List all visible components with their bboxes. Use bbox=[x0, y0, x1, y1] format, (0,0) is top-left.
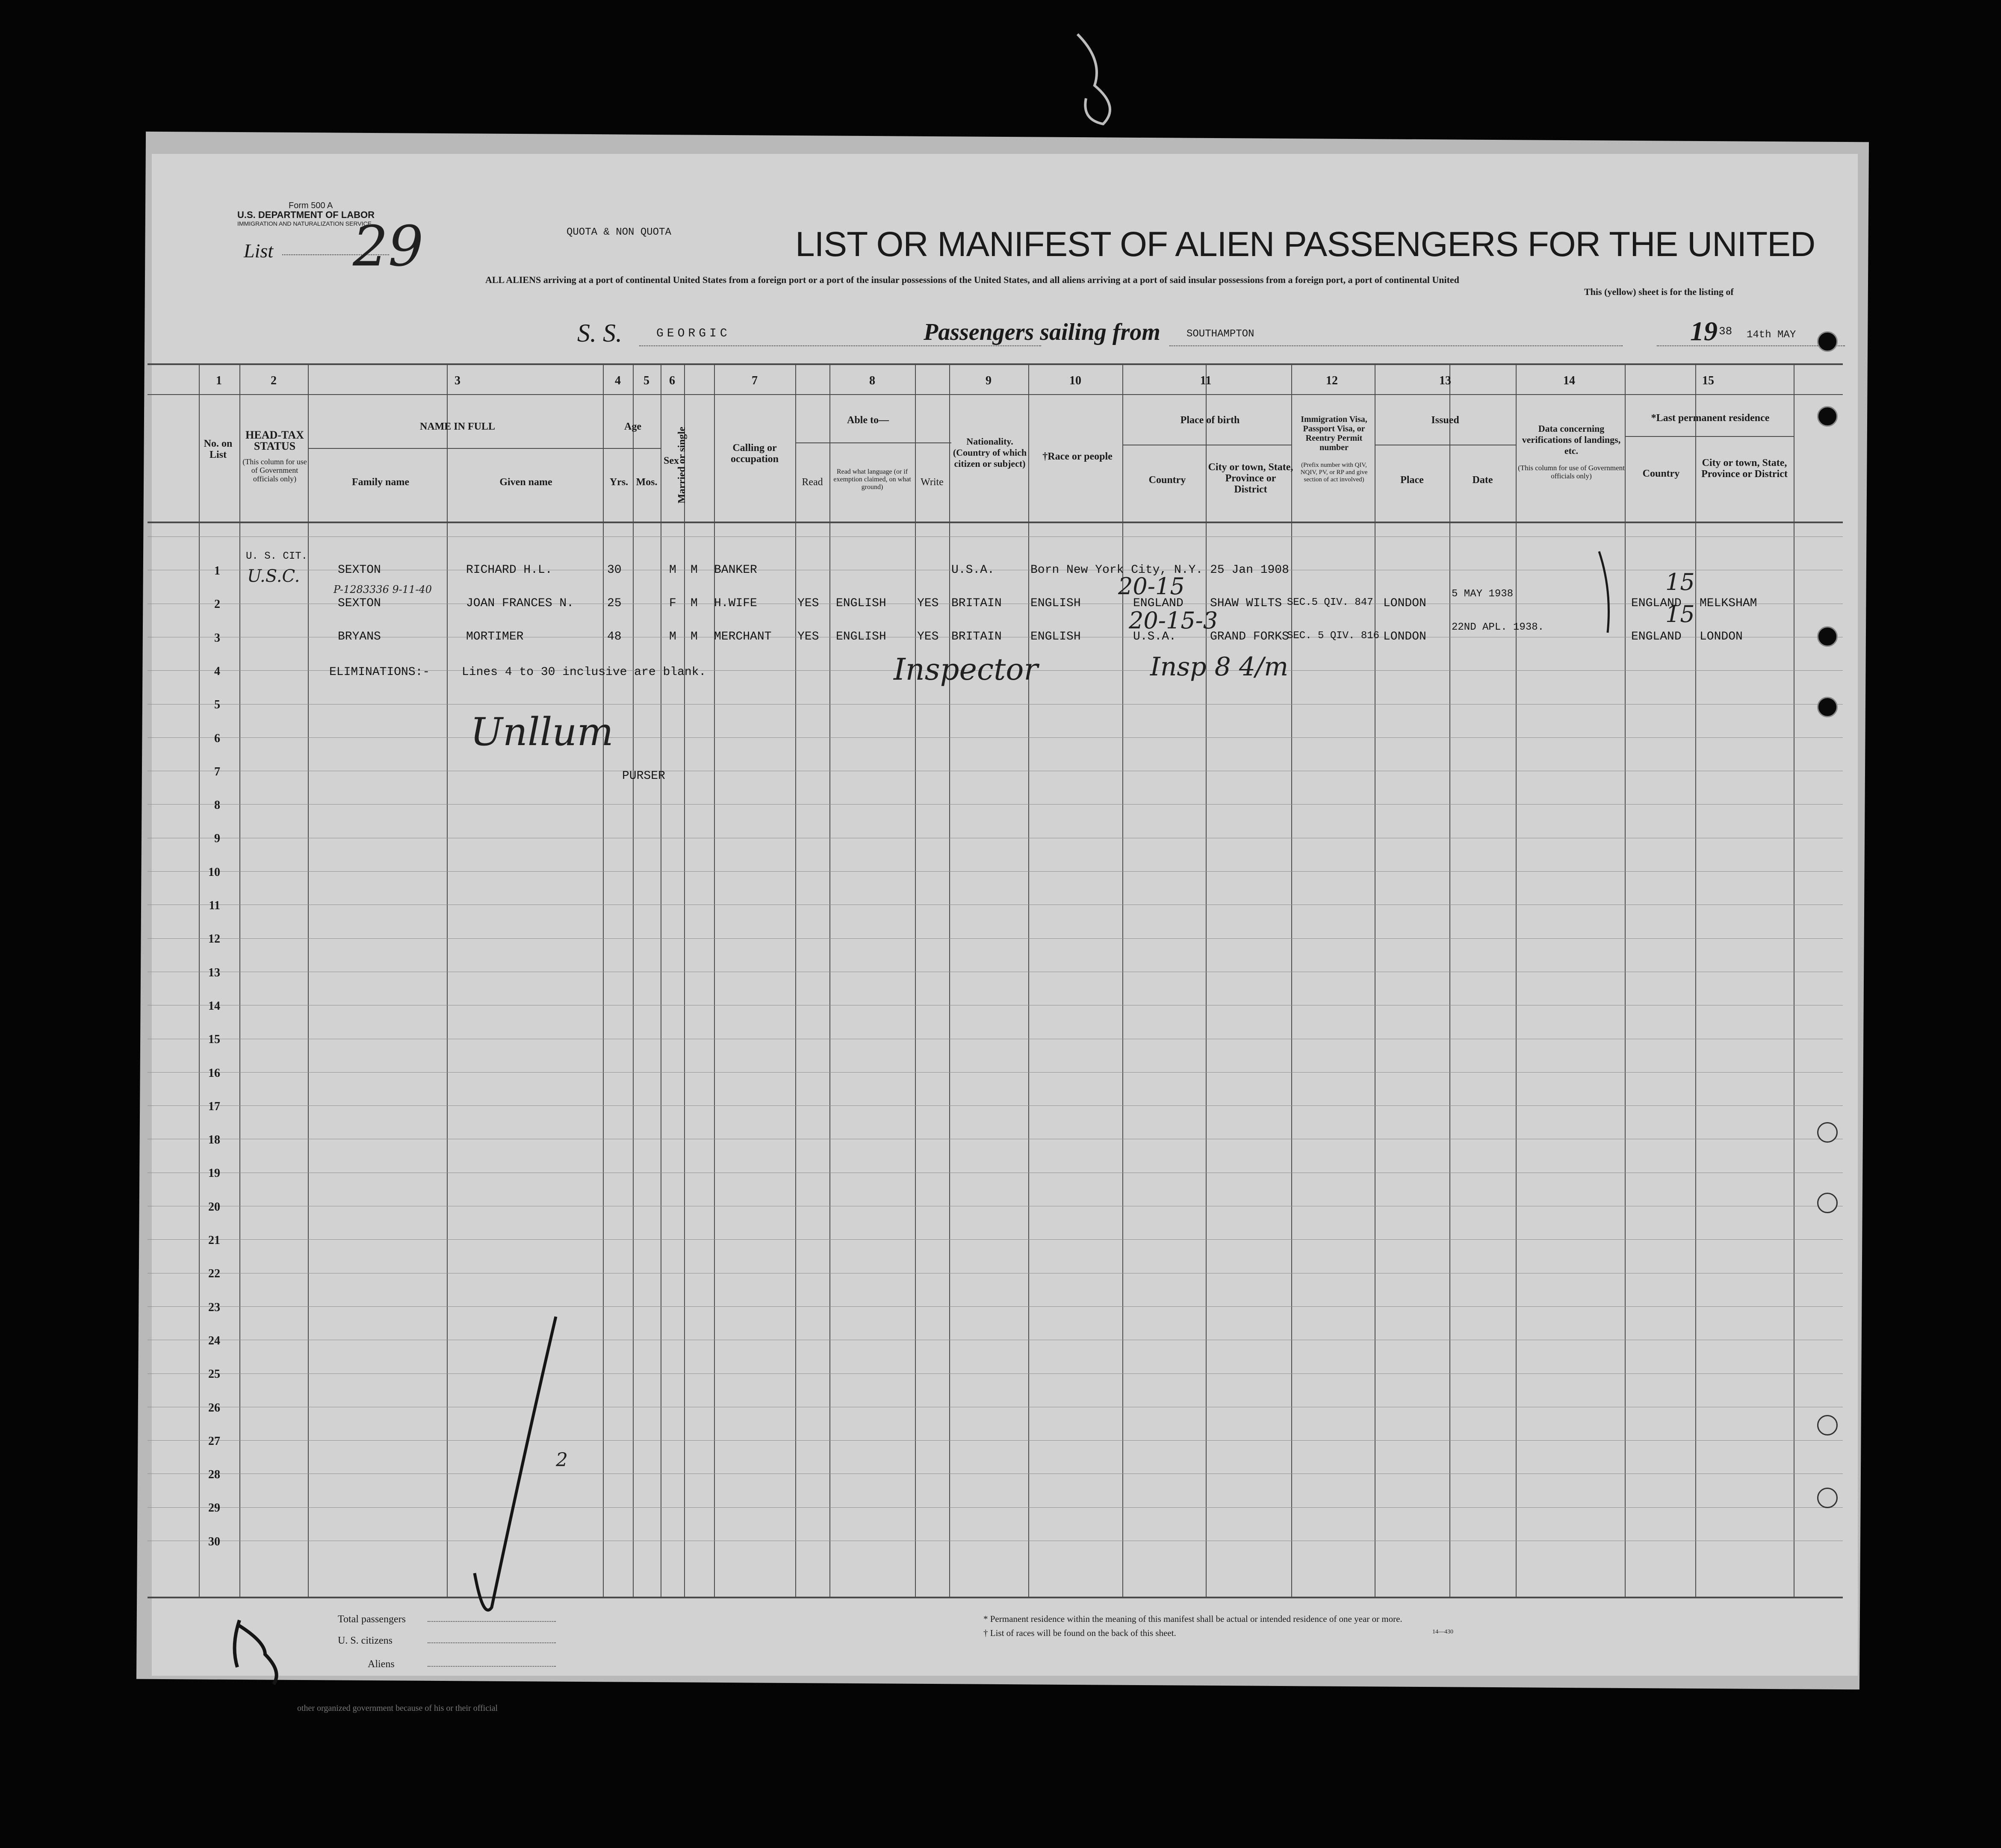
binder-hole bbox=[1817, 697, 1838, 717]
pen-stroke-margin bbox=[235, 1620, 277, 1684]
cell-res-city: MELKSHAM bbox=[1700, 597, 1757, 610]
list-label: List bbox=[244, 240, 274, 262]
row-number: 25 bbox=[208, 1368, 220, 1381]
col-landing-note: (This column for use of Government officials only) bbox=[1518, 464, 1625, 480]
inspector-signature: Inspector bbox=[894, 652, 1038, 687]
col-yrs: Yrs. bbox=[609, 477, 629, 488]
cell-race: ENGLISH bbox=[1030, 630, 1081, 643]
subtitle-line2: This (yellow) sheet is for the listing of bbox=[1584, 286, 1734, 297]
cell-res-country: ENGLAND bbox=[1631, 597, 1682, 610]
column-number: 6 bbox=[669, 374, 675, 387]
row-number: 27 bbox=[208, 1435, 220, 1448]
year-prefix: 19 bbox=[1690, 316, 1718, 346]
footer-note2: † List of races will be found on the back of this sheet. bbox=[983, 1628, 1176, 1638]
eliminations-label: ELIMINATIONS:- bbox=[329, 666, 430, 679]
cell-read: YES bbox=[797, 597, 819, 610]
cell-given: MORTIMER bbox=[466, 630, 524, 643]
hand-res-mark3: 15 bbox=[1665, 601, 1695, 628]
list-number: 29 bbox=[353, 214, 424, 279]
cell-nationality: BRITAIN bbox=[951, 630, 1002, 643]
row-number: 19 bbox=[208, 1167, 220, 1180]
col-no-on-list: No. on List bbox=[204, 438, 233, 460]
port: SOUTHAMPTON bbox=[1186, 328, 1254, 340]
row-number: 28 bbox=[208, 1468, 220, 1481]
row-number: 10 bbox=[208, 866, 220, 879]
col-age: Age bbox=[624, 421, 641, 432]
binder-hole bbox=[1817, 331, 1838, 352]
col-place: Place bbox=[1400, 475, 1424, 486]
col-read: Read bbox=[802, 477, 823, 488]
cell-race: ENGLISH bbox=[1030, 597, 1081, 610]
hand-row2-note: P-1283336 9-11-40 bbox=[334, 584, 432, 595]
purser-label: PURSER bbox=[622, 769, 665, 783]
column-number: 1 bbox=[216, 374, 222, 387]
cell-marital: M bbox=[691, 597, 698, 610]
column-number: 10 bbox=[1069, 374, 1081, 387]
cell-place: LONDON bbox=[1383, 597, 1426, 610]
footer-code: 14—430 bbox=[1432, 1629, 1453, 1635]
row-number: 18 bbox=[208, 1133, 220, 1147]
col-last-residence: *Last permanent residence bbox=[1651, 413, 1770, 424]
footer-citizens-line bbox=[428, 1634, 556, 1643]
col-able-to: Able to— bbox=[847, 415, 889, 426]
row-number: 7 bbox=[214, 765, 220, 778]
binder-hole bbox=[1817, 1122, 1838, 1143]
cell-nationality: U.S.A. bbox=[951, 563, 995, 577]
form-number: Form 500 A bbox=[289, 201, 333, 210]
cell-date: 5 MAY 1938 bbox=[1452, 588, 1514, 600]
footer-total-line bbox=[428, 1612, 556, 1622]
row-number: 11 bbox=[209, 899, 220, 912]
sailing-label: Passengers sailing from bbox=[924, 319, 1160, 345]
binder-hole bbox=[1817, 1415, 1838, 1435]
cell-tax: U. S. CIT. bbox=[246, 551, 308, 562]
footer-total: Total passengers bbox=[338, 1614, 406, 1625]
year-suffix: 38 bbox=[1719, 325, 1732, 338]
row-number: 9 bbox=[214, 832, 220, 845]
footer-citizens: U. S. citizens bbox=[338, 1635, 393, 1646]
column-number: 9 bbox=[986, 374, 992, 387]
cell-write: YES bbox=[917, 630, 939, 643]
inspector-note: Insp 8 4/m bbox=[1150, 652, 1289, 682]
cell-occupation: BANKER bbox=[714, 563, 757, 577]
cell-res-country: ENGLAND bbox=[1631, 630, 1682, 643]
row-number: 23 bbox=[208, 1301, 220, 1314]
cell-sex: M bbox=[669, 563, 676, 577]
row-number: 6 bbox=[214, 732, 220, 745]
cell-date: 22ND APL. 1938. bbox=[1452, 622, 1544, 633]
col-calling: Calling or occupation bbox=[730, 442, 779, 465]
cell-given: JOAN FRANCES N. bbox=[466, 597, 574, 610]
col-landing-data: Data concerning verifications of landings, etc. bbox=[1522, 423, 1621, 456]
cell-family: SEXTON bbox=[338, 563, 381, 577]
row-number: 21 bbox=[208, 1234, 220, 1247]
column-number: 15 bbox=[1702, 374, 1714, 387]
row-number: 22 bbox=[208, 1267, 220, 1280]
row-number: 26 bbox=[208, 1401, 220, 1415]
row-number: 2 bbox=[214, 598, 220, 611]
column-number: 8 bbox=[869, 374, 875, 387]
hand-row2-mark: 20-15 bbox=[1118, 573, 1185, 600]
binder-hole bbox=[1817, 626, 1838, 647]
row-number: 1 bbox=[214, 564, 220, 578]
col-sex: Sex bbox=[664, 455, 679, 466]
pen-stroke-landing bbox=[1599, 551, 1609, 633]
row-number: 15 bbox=[208, 1033, 220, 1046]
column-number: 13 bbox=[1439, 374, 1451, 387]
binder-hole bbox=[1817, 1488, 1838, 1508]
col-mos: Mos. bbox=[636, 477, 658, 488]
row-number: 16 bbox=[208, 1067, 220, 1080]
row-number: 29 bbox=[208, 1501, 220, 1515]
col-head-tax: HEAD-TAX STATUS bbox=[245, 429, 304, 452]
footer-aliens-line bbox=[428, 1657, 556, 1667]
department: U.S. DEPARTMENT OF LABOR bbox=[237, 209, 375, 220]
col-issued: Issued bbox=[1431, 415, 1459, 426]
footer-note1: * Permanent residence within the meaning of this manifest shall be actual or intended residence of one year or more. bbox=[983, 1614, 1402, 1624]
cell-place: LONDON bbox=[1383, 630, 1426, 643]
col-res-country: Country bbox=[1642, 468, 1680, 479]
ss-label: S. S. bbox=[577, 319, 622, 347]
col-family-name: Family name bbox=[352, 477, 409, 488]
cell-occupation: MERCHANT bbox=[714, 630, 772, 643]
col-visa-note: (Prefix number with QIV, NQIV, PV, or RP and give section of act involved) bbox=[1300, 462, 1368, 483]
column-number: 7 bbox=[752, 374, 758, 387]
col-read-language: Read what language (or if exemption claimed, on what ground) bbox=[833, 468, 911, 491]
cell-yrs: 30 bbox=[607, 563, 622, 577]
cell-res-city: LONDON bbox=[1700, 630, 1743, 643]
cell-country: U.S.A. bbox=[1133, 630, 1176, 643]
col-write: Write bbox=[921, 477, 944, 488]
column-number: 3 bbox=[455, 374, 460, 387]
col-race: †Race or people bbox=[1042, 451, 1113, 462]
row-number: 12 bbox=[208, 932, 220, 946]
column-number: 2 bbox=[271, 374, 277, 387]
row-number: 24 bbox=[208, 1334, 220, 1347]
col-married: Married or single bbox=[676, 427, 688, 504]
cell-nationality: BRITAIN bbox=[951, 597, 1002, 610]
cell-language: ENGLISH bbox=[836, 597, 886, 610]
service: IMMIGRATION AND NATURALIZATION SERVICE bbox=[237, 220, 372, 227]
hand-margin-mark: 2 bbox=[556, 1449, 568, 1471]
manifest-title: LIST OR MANIFEST OF ALIEN PASSENGERS FOR THE UNITED bbox=[795, 225, 1815, 264]
row-number: 8 bbox=[214, 799, 220, 812]
cell-given: RICHARD H.L. bbox=[466, 563, 552, 577]
subtitle-line1: ALL ALIENS arriving at a port of continental United States from a foreign port or a port of the insular possessions of the United States, and all aliens arriving at a port of said insular possessions from a foreign port, a port of continental United bbox=[485, 274, 1459, 285]
cell-family: BRYANS bbox=[338, 630, 381, 643]
footer-bottom-text: other organized government because of his or their official bbox=[297, 1704, 498, 1713]
cell-visa: SEC.5 QIV. 847 bbox=[1287, 597, 1373, 608]
row-number: 5 bbox=[214, 698, 220, 711]
hand-tax-mark: U.S.C. bbox=[247, 566, 300, 586]
cell-occupation: H.WIFE bbox=[714, 597, 757, 610]
cell-family: SEXTON bbox=[338, 597, 381, 610]
row-number: 20 bbox=[208, 1200, 220, 1214]
cell-city: SHAW WILTS bbox=[1210, 597, 1282, 610]
eliminations-text: Lines 4 to 30 inclusive are blank. bbox=[462, 666, 706, 679]
col-place-of-birth: Place of birth bbox=[1180, 415, 1240, 426]
col-date: Date bbox=[1472, 475, 1493, 486]
cell-yrs: 48 bbox=[607, 630, 622, 643]
col-res-city: City or town, State, Province or District bbox=[1701, 457, 1788, 480]
col-given-name: Given name bbox=[499, 477, 552, 488]
cell-visa: SEC. 5 QIV. 816 bbox=[1287, 630, 1380, 642]
column-number: 12 bbox=[1326, 374, 1338, 387]
quota-label: QUOTA & NON QUOTA bbox=[567, 227, 671, 238]
column-number: 5 bbox=[643, 374, 649, 387]
row-number: 4 bbox=[214, 665, 220, 678]
row-number: 30 bbox=[208, 1535, 220, 1548]
cell-sex: F bbox=[669, 597, 676, 610]
col-nationality: Nationality. (Country of which citizen or subject) bbox=[953, 436, 1027, 469]
cell-city: GRAND FORKS bbox=[1210, 630, 1289, 643]
column-number: 4 bbox=[615, 374, 621, 387]
row-number: 3 bbox=[214, 631, 220, 645]
column-number: 11 bbox=[1200, 374, 1212, 387]
col-visa: Immigration Visa, Passport Visa, or Reentry Permit number bbox=[1301, 415, 1367, 452]
cell-write: YES bbox=[917, 597, 939, 610]
cell-language: ENGLISH bbox=[836, 630, 886, 643]
col-country: Country bbox=[1148, 475, 1186, 486]
purser-signature: Unllum bbox=[470, 710, 614, 755]
pen-stroke-vertical bbox=[475, 1317, 556, 1610]
pen-stroke-top bbox=[1077, 34, 1110, 124]
cell-read: YES bbox=[797, 630, 819, 643]
cell-race: Born New York City, N.Y. 25 Jan 1908 bbox=[1030, 563, 1289, 577]
ship-name: GEORGIC bbox=[656, 327, 731, 340]
cell-sex: M bbox=[669, 630, 676, 643]
binder-hole bbox=[1817, 1193, 1838, 1213]
hand-res-mark2: 15 bbox=[1665, 569, 1695, 595]
col-name-in-full: NAME IN FULL bbox=[419, 421, 495, 432]
row-number: 14 bbox=[208, 999, 220, 1013]
col-head-tax-note: (This column for use of Government officials only) bbox=[242, 457, 307, 483]
hand-row3-mark: 20-15-3 bbox=[1129, 607, 1218, 634]
footer-aliens: Aliens bbox=[368, 1659, 395, 1670]
sailing-date: 14th MAY bbox=[1747, 329, 1796, 341]
cell-country: ENGLAND bbox=[1133, 597, 1183, 610]
cell-marital: M bbox=[691, 630, 698, 643]
binder-hole bbox=[1817, 406, 1838, 427]
cell-marital: M bbox=[691, 563, 698, 577]
row-number: 17 bbox=[208, 1100, 220, 1113]
cell-yrs: 25 bbox=[607, 597, 622, 610]
col-city-town: City or town, State, Province or District bbox=[1208, 462, 1293, 495]
column-number: 14 bbox=[1563, 374, 1575, 387]
row-number: 13 bbox=[208, 966, 220, 979]
